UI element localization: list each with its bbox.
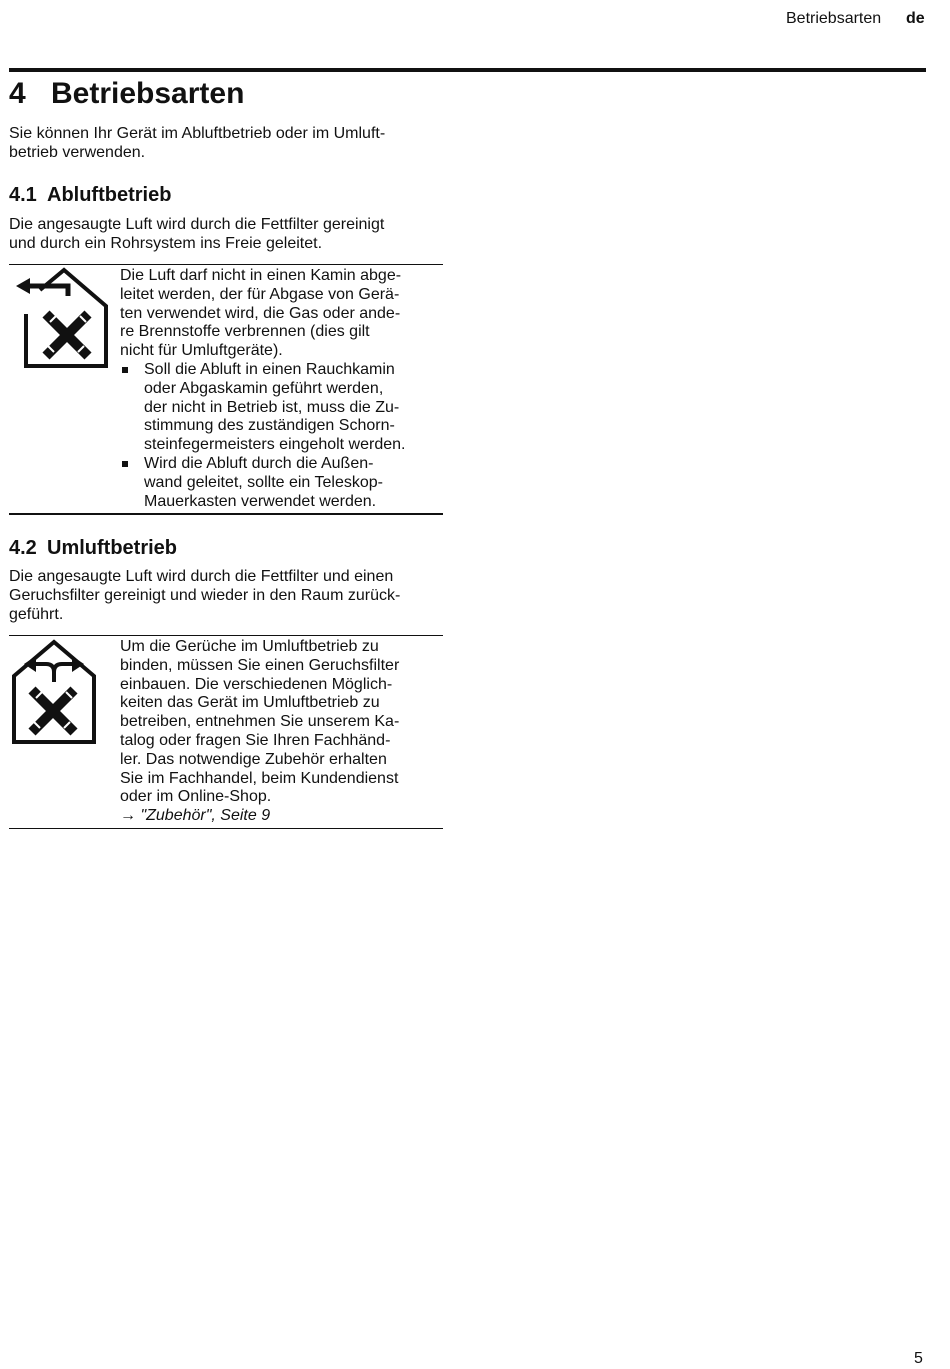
bullet-item xyxy=(120,455,440,511)
section-heading-abluft xyxy=(9,183,171,207)
bullet-line: Mauerkasten verwendet werden. xyxy=(144,492,377,510)
bullet-line: Soll die Abluft in einen Rauchkamin xyxy=(144,360,395,378)
note-bottom-rule xyxy=(9,513,443,515)
bullet-line: oder Abgaskamin geführt werden, xyxy=(144,379,384,397)
note-line: re Brennstoffe verbrennen (dies gilt xyxy=(120,323,370,341)
section-text-umluft xyxy=(9,567,400,624)
section-heading-umluft xyxy=(9,536,177,560)
text-line: Die angesaugte Luft wird durch die Fettfilter und einen xyxy=(9,568,394,585)
cross-reference-link[interactable] xyxy=(120,807,440,826)
bullet-item xyxy=(120,361,440,455)
note-top-rule xyxy=(9,264,443,265)
section-number: 4.1 xyxy=(9,184,37,206)
intro-line: betrieb verwenden. xyxy=(9,144,146,161)
note-line: oder im Online-Shop. xyxy=(120,788,272,806)
section-number: 4.2 xyxy=(9,537,37,559)
section-title: Abluftbetrieb xyxy=(47,184,172,206)
arrow-right-icon: → xyxy=(120,807,136,825)
note-line: Sie im Fachhandel, beim Kundendienst xyxy=(120,769,399,787)
chapter-title: Betriebsarten xyxy=(51,77,245,110)
chapter-heading xyxy=(9,76,244,112)
note-line: leitet werden, der für Abgase von Gerä- xyxy=(120,285,400,303)
note-line: Um die Gerüche im Umluftbetrieb zu xyxy=(120,638,379,655)
note-line: betreiben, entnehmen Sie unserem Ka- xyxy=(120,713,400,731)
note-bottom-rule xyxy=(9,828,443,829)
chapter-intro xyxy=(9,124,385,162)
bullet-line: der nicht in Betrieb ist, muss die Zu- xyxy=(144,398,400,416)
note-line: binden, müssen Sie einen Geruchsfilter xyxy=(120,656,400,674)
intro-line: Sie können Ihr Gerät im Abluftbetrieb oder im Umluft- xyxy=(9,125,386,142)
note-umluft xyxy=(120,638,440,826)
language-code: de xyxy=(906,10,925,27)
running-header-title: Betriebsarten xyxy=(786,10,882,27)
house-exhaust-icon xyxy=(10,266,110,375)
note-line: einbauen. Die verschiedenen Möglich- xyxy=(120,675,393,693)
bullet-line: wand geleitet, sollte ein Teleskop- xyxy=(144,473,383,491)
bullet-marker xyxy=(122,367,128,373)
header-rule xyxy=(9,68,926,72)
text-line: und durch ein Rohrsystem ins Freie geleitet. xyxy=(9,235,323,252)
section-title: Umluftbetrieb xyxy=(47,537,177,559)
note-top-rule xyxy=(9,635,443,636)
note-line: Die Luft darf nicht in einen Kamin abge- xyxy=(120,267,402,284)
bullet-line: steinfegermeisters eingeholt werden. xyxy=(144,436,406,454)
page-number: 5 xyxy=(914,1350,923,1367)
section-text-abluft xyxy=(9,215,384,253)
text-line: Die angesaugte Luft wird durch die Fettfilter gereinigt xyxy=(9,216,385,233)
chapter-number: 4 xyxy=(9,77,26,110)
note-abluft xyxy=(120,267,440,511)
note-line: nicht für Umluftgeräte). xyxy=(120,342,283,360)
note-line: talog oder fragen Sie Ihren Fachhänd- xyxy=(120,731,391,749)
text-line: Geruchsfilter gereinigt und wieder in den Raum zurück- xyxy=(9,587,401,604)
bullet-line: Wird die Abluft durch die Außen- xyxy=(144,454,374,472)
cross-reference-text[interactable]: "Zubehör", Seite 9 xyxy=(140,807,271,825)
note-line: keiten das Gerät im Umluftbetrieb zu xyxy=(120,694,380,712)
bullet-line: stimmung des zuständigen Schorn- xyxy=(144,417,395,435)
note-line: ler. Das notwendige Zubehör erhalten xyxy=(120,750,387,768)
text-line: geführt. xyxy=(9,606,64,623)
bullet-marker xyxy=(122,461,128,467)
house-recirculation-icon xyxy=(10,638,100,751)
note-line: ten verwendet wird, die Gas oder ande- xyxy=(120,304,401,322)
